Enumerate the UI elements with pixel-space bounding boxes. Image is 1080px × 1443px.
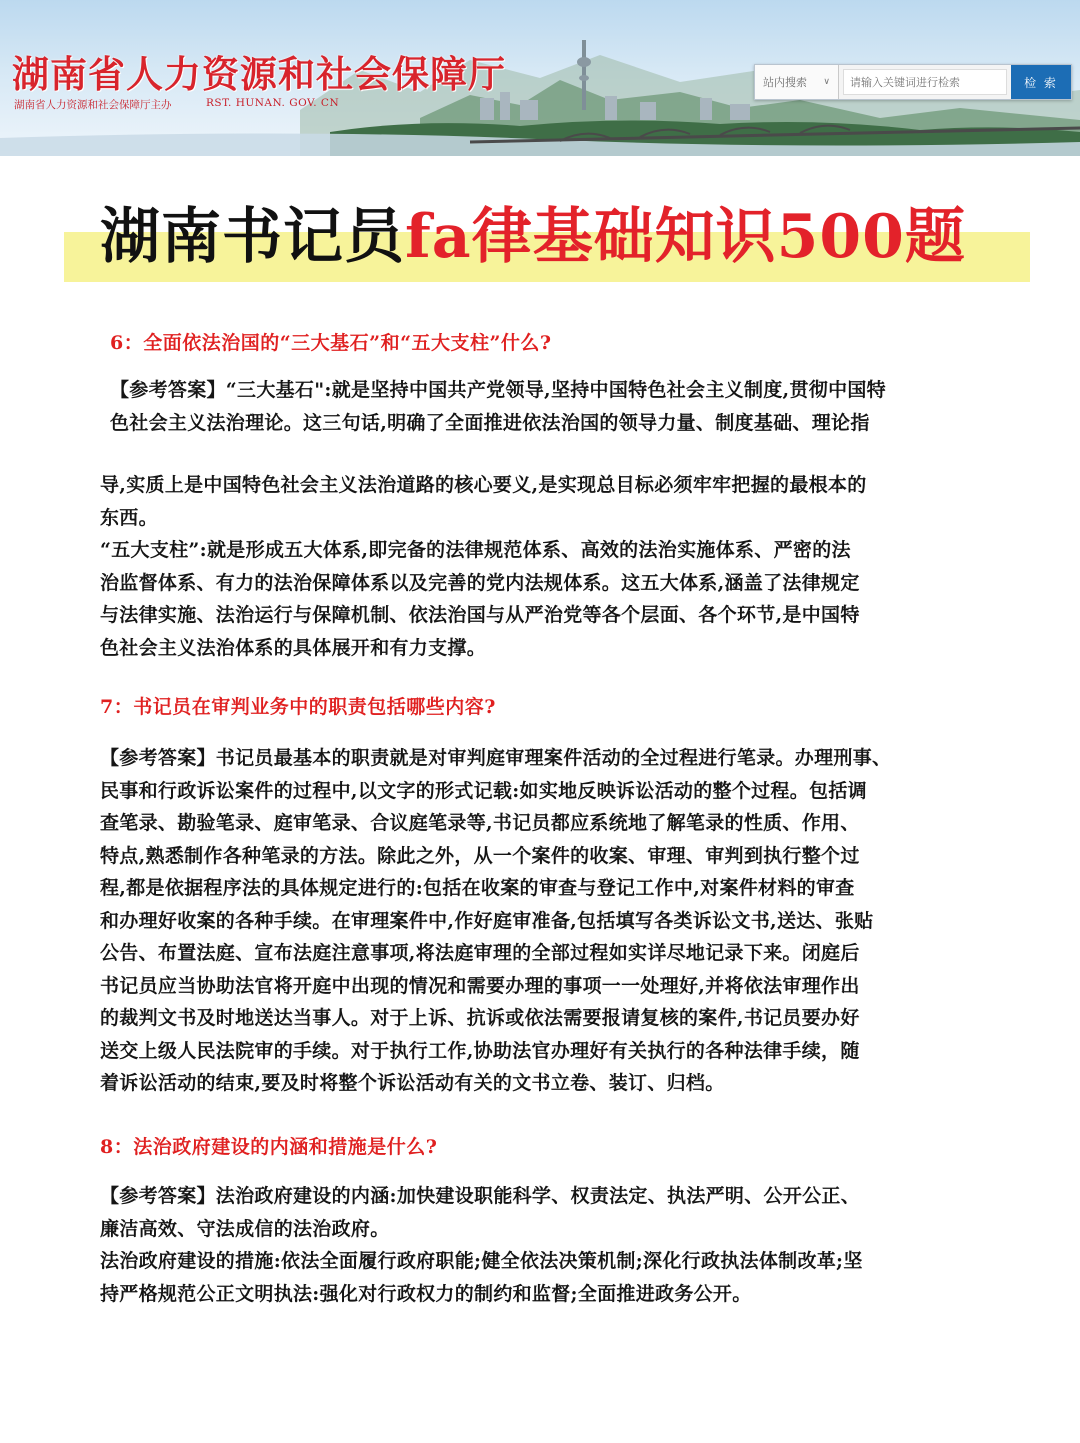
answer-line: 书记员应当协助法官将开庭中出现的情况和需要办理的事项一一处理好,并将依法审理作出: [100, 974, 860, 997]
search-button[interactable]: 检 索: [1011, 65, 1071, 99]
answer-line: 导,实质上是中国特色社会主义法治道路的核心要义,是实现总目标必须牢牢把握的最根本的: [100, 474, 867, 496]
answer-line: 色社会主义法治体系的具体展开和有力支撑。: [100, 636, 487, 659]
answer-line: 程,都是依据程序法的具体规定进行的:包括在收案的审查与登记工作中,对案件材料的审查: [100, 877, 855, 899]
answer-line: 送交上级人民法院审的手续。对于执行工作,协助法官办理好有关执行的各种法律手续，随: [100, 1039, 860, 1062]
answer-line: 查笔录、勘验笔录、庭审笔录、合议庭笔录等,书记员都应系统地了解笔录的性质、作用、: [100, 812, 860, 834]
answer-6-block-b: [100, 469, 966, 664]
answer-line: 东西。: [100, 506, 158, 529]
question-heading-6: 6：全面依法治国的“三大基石”和“五大支柱”什么?: [110, 332, 552, 354]
answer-line: 民事和行政诉讼案件的过程中,以文字的形式记载:如实地反映诉讼活动的整个过程。包括调: [100, 779, 867, 802]
site-title[interactable]: 湖南省人力资源和社会保障厅: [12, 53, 506, 96]
answer-line: 【参考答案】“三大基石":就是坚持中国共产党领导,坚持中国特色社会主义制度,贯彻中国特: [110, 379, 886, 401]
answer-line: 【参考答案】法治政府建设的内涵:加快建设职能科学、权责法定、执法严明、公开公正、: [100, 1185, 861, 1207]
answer-7-block: [100, 742, 966, 1100]
title-area: [0, 190, 1080, 290]
site-url: RST. HUNAN. GOV. CN: [206, 97, 340, 109]
site-subtitle: 湖南省人力资源和社会保障厅主办: [14, 99, 172, 111]
answer-line: 法治政府建设的措施:依法全面履行政府职能;健全依法决策机制;深化行政执法体制改革;坚: [100, 1250, 863, 1272]
search-input[interactable]: [843, 69, 1007, 95]
page-title: [100, 192, 966, 282]
search-scope-select[interactable]: [755, 65, 839, 99]
answer-line: 治监督体系、有力的法治保障体系以及完善的党内法规体系。这五大体系,涵盖了法律规定: [100, 571, 860, 594]
answer-8-block: [100, 1180, 966, 1310]
answer-line: 【参考答案】书记员最基本的职责就是对审判庭审理案件活动的全过程进行笔录。办理刑事、: [100, 747, 892, 769]
page-title-part2: fa律基础知识500题: [405, 202, 966, 272]
chevron-down-icon: ∨: [823, 77, 830, 87]
page-title-part1: 湖南书记员: [100, 202, 405, 272]
answer-line: 与法律实施、法治运行与保障机制、依法治国与从严治党等各个层面、各个环节,是中国特: [100, 604, 860, 626]
answer-line: 持严格规范公正文明执法:强化对行政权力的制约和监督;全面推进政务公开。: [100, 1282, 752, 1305]
answer-6-block-a: [110, 374, 976, 439]
answer-line: 公告、布置法庭、宣布法庭注意事项,将法庭审理的全部过程如实详尽地记录下来。闭庭后: [100, 942, 860, 964]
answer-line: 和办理好收案的各种手续。在审理案件中,作好庭审准备,包括填写各类诉讼文书,送达、张贴: [100, 909, 874, 932]
answer-line: 色社会主义法治理论。这三句话,明确了全面推进依法治国的领导力量、制度基础、理论指: [110, 411, 870, 434]
question-heading-7: 7：书记员在审判业务中的职责包括哪些内容?: [100, 696, 496, 718]
answer-line: 廉洁高效、守法成信的法治政府。: [100, 1217, 390, 1240]
site-banner: [0, 0, 1080, 156]
answer-line: 特点,熟悉制作各种笔录的方法。除此之外，从一个案件的收案、审理、审判到执行整个过: [100, 844, 860, 867]
question-heading-8: 8：法治政府建设的内涵和措施是什么?: [100, 1136, 438, 1158]
search-scope-label: 站内搜索: [763, 76, 807, 89]
answer-line: “五大支柱”:就是形成五大体系,即完备的法律规范体系、高效的法治实施体系、严密的法: [100, 539, 851, 561]
search-bar: [754, 64, 1072, 100]
answer-line: 的裁判文书及时地送达当事人。对于上诉、抗诉或依法需要报请复核的案件,书记员要办好: [100, 1007, 860, 1029]
answer-line: 着诉讼活动的结束,要及时将整个诉讼活动有关的文书立卷、装订、归档。: [100, 1072, 725, 1094]
